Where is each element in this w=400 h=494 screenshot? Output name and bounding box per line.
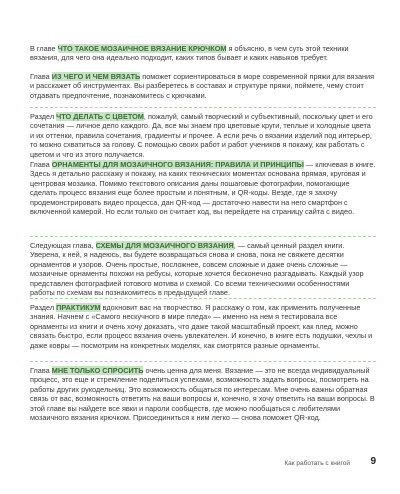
footer-section-title: Как работать с книгой xyxy=(284,460,350,467)
paragraph-intro xyxy=(30,44,376,63)
paragraph-body: очень ценна для меня. Вязание — это не всегда индивидуальный процесс, это еще и стремление поделиться успехами, возможность задать вопросы, посмотреть на работы других рукодельниц. Это возможность общаться по интересам. Мне очень важны обратная связь от вас, возможность ответить на ваши вопросы и, конечно, я хочу ответить на ваши вопросы. В этой главе вы найдете все явки и пароли сообществ, где можно пообщаться с любителями мозаичного вязания крючком. Присоединиться к ним легко — снова поможет QR-код. xyxy=(30,366,375,423)
chapter-link-practice: ПРАКТИКУМ xyxy=(56,303,101,312)
paragraph-body: я объясню, в чем суть этой техники вязания, для чего она идеально подходит, каких типов бывает и каких навыков требует. xyxy=(30,44,349,63)
chapter-link-ornaments: ОРНАМЕНТЫ ДЛЯ МОЗАИЧНОГО ВЯЗАНИЯ: ПРАВИЛА И ПРИНЦИПЫ xyxy=(51,160,304,169)
paragraph-color xyxy=(30,112,376,159)
paragraph-body: вдохновит вас на творчество. Я расскажу о том, как применить полученные знания. Начнем с «Самого нескучного в мире пледа» — именно на нем я тестировала все орнаменты из книги и очень хочу доказать, что даже такой масштабный проект, как плед, можно связать быстро, если процесс вязания очень увлекателен. И конечно, в книге есть подушки, чехлы и даже ковры — посмотрим на конкретных моделях, как смотрятся разные орнаменты. xyxy=(30,303,373,350)
paragraph-yarn xyxy=(30,72,376,100)
paragraph-body: поможет сориентироваться в море современной пряжи для вязания и расскажет об инструментах. Вы разберетесь в составах и структуре пряжи, поймете, чему стоит отдавать предпочтение, познакомитесь с крючками. xyxy=(30,72,375,100)
paragraph-ask xyxy=(30,366,376,423)
paragraph-practice xyxy=(30,303,376,350)
paragraph-schemes xyxy=(30,241,376,298)
chapter-link-what-is-mosaic: ЧТО ТАКОЕ МОЗАИЧНОЕ ВЯЗАНИЕ КРЮЧКОМ xyxy=(57,44,227,53)
chapter-link-ask: МНЕ ТОЛЬКО СПРОСИТЬ xyxy=(51,366,144,375)
paragraph-body: — ключевая в книге. Здесь я детально расскажу и покажу, на каких технических моментах основана прямая, круговая и центровая мозаика. Помимо текстового описания даны пошаговые фотографии, помогающие сделать процесс вязания еще более простым и понятным, и QR-коды. Везде, где я захочу продемонстрировать видео процесса, дан QR-код — достаточно навести на него смартфон с включенной камерой. Но если только он считает код, вы перейдете на страницу сайта с видео. xyxy=(30,160,376,217)
paragraph-lead: Глава xyxy=(30,366,52,375)
section-separator xyxy=(30,107,376,108)
paragraph-lead: В главе xyxy=(30,44,58,53)
chapter-link-materials: ИЗ ЧЕГО И ЧЕМ ВЯЗАТЬ xyxy=(51,72,141,81)
section-separator xyxy=(30,361,376,362)
paragraph-lead: Раздел xyxy=(30,112,57,121)
paragraph-lead: Глава xyxy=(30,72,52,81)
paragraph-lead: Следующая глава, xyxy=(30,241,96,250)
chapter-link-schemes: СХЕМЫ ДЛЯ МОЗАИЧНОГО ВЯЗАНИЯ xyxy=(95,241,234,250)
chapter-link-color: ЧТО ДЕЛАТЬ С ЦВЕТОМ xyxy=(56,112,144,121)
paragraph-lead: Раздел xyxy=(30,303,57,312)
section-separator xyxy=(30,298,376,299)
page-number: 9 xyxy=(370,456,376,467)
paragraph-lead: Глава xyxy=(30,160,52,169)
paragraph-body: , — самый ценный раздел книги. Уверена, к ней, я надеюсь, вы будете возвращаться снова и снова, пока не свяжете десятки орнаментов и узоров. Очень простые, посложнее, совсем сложные и даже очень сложные — мозаичные орнаменты похожи на ребусы, которые хочется бесконечно разгадывать. Каждый узор представлен фотографией готового мотива и схемой. Со всеми техническими особенностями работы по схемам вы познакомитесь в предыдущей главе. xyxy=(30,241,364,298)
section-separator xyxy=(30,236,376,237)
paragraph-ornaments xyxy=(30,160,376,217)
paragraph-body: , пожалуй, самый творческий и субъективный, поскольку цвет и его сочетания — личное дело каждого. Да, все мы знаем про цветовые круги, теплые и холодные цвета и их оттенки, правила сочетания, градиенты и прочее. А если речь о вязании изделий под интерьер, то можно схватиться за голову. С помощью своих работ и работ учеников я покажу, как работать с цветом и что из этого получается. xyxy=(30,112,373,159)
